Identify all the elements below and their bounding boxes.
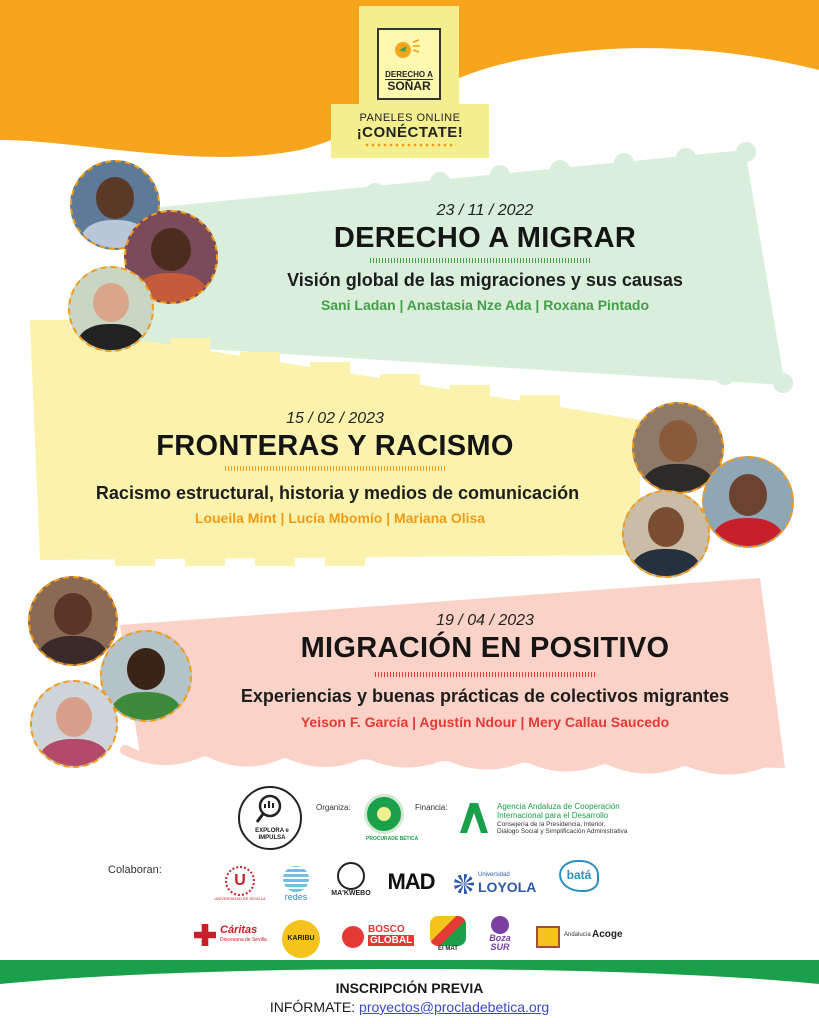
section2-subtitle: Racismo estructural, historia y medios de comunicación bbox=[95, 483, 580, 503]
bata-logo: batá bbox=[554, 860, 604, 912]
avatar-mariana-olisa bbox=[622, 490, 710, 578]
explora-label: EXPLORA e IMPULSA bbox=[255, 828, 289, 841]
avatar-yeison-garcia bbox=[28, 576, 118, 666]
universidad-loyola-logo: Universidad LOYOLA bbox=[452, 872, 542, 900]
section3-date: 19 / 04 / 2023 bbox=[436, 612, 534, 629]
section2-title: FRONTERAS Y RACISMO bbox=[156, 430, 514, 462]
financia-line3: Consejería de la Presidencia, Interior, bbox=[497, 821, 606, 828]
universidad-sevilla-logo: U UNIVERSIDAD DE SEVILLA bbox=[212, 866, 268, 906]
section2-divider bbox=[225, 466, 445, 471]
avatar-roxana-pintado bbox=[68, 266, 154, 352]
section2-date: 15 / 02 / 2023 bbox=[286, 410, 384, 427]
boza-sur-logo: Boza SUR bbox=[482, 916, 518, 960]
mad-africa-logo: MAD bbox=[387, 869, 435, 894]
section3-subtitle: Experiencias y buenas prácticas de colectivos migrantes bbox=[240, 686, 730, 706]
procurade-betica-logo bbox=[364, 794, 404, 834]
section3-title: MIGRACIÓN EN POSITIVO bbox=[300, 632, 670, 664]
section3-divider bbox=[375, 672, 595, 677]
colaboran-label: Colaboran: bbox=[108, 864, 162, 876]
financia-line2: Internacional para el Desarrollo bbox=[497, 811, 609, 820]
logo-line1: DERECHO A bbox=[385, 70, 433, 79]
makwebo-logo: MA'KWEBO bbox=[328, 862, 374, 908]
magnifier-icon bbox=[254, 794, 286, 824]
informate-label: INFÓRMATE: bbox=[269, 999, 356, 1015]
section1-subtitle: Visión global de las migraciones y sus causas bbox=[287, 270, 683, 290]
logo-line2: SOÑAR bbox=[385, 79, 433, 93]
redes-logo: redes bbox=[276, 866, 316, 908]
panel-line2: ¡CONÉCTATE! bbox=[356, 124, 464, 141]
section1-divider bbox=[370, 258, 590, 263]
informate-line bbox=[0, 999, 819, 1015]
avatar-lucia-mbomio bbox=[702, 456, 794, 548]
andalucia-acoge-logo: Andalucía Acoge bbox=[534, 926, 626, 950]
section3-speakers: Yeison F. García | Agustín Ndour | Mery Callau Saucedo bbox=[300, 714, 670, 730]
el-mat-logo: El MAT bbox=[428, 916, 468, 960]
inscripcion-previa: INSCRIPCIÓN PREVIA bbox=[335, 980, 484, 996]
caritas-logo: Cáritas Diocesana de Sevilla bbox=[194, 922, 274, 950]
section1-date: 23 / 11 / 2022 bbox=[436, 202, 534, 219]
section1-title: DERECHO A MIGRAR bbox=[333, 222, 637, 254]
explora-impulsa-logo bbox=[238, 786, 302, 850]
financia-label: Financia: bbox=[415, 803, 448, 812]
financia-line1: Agencia Andaluza de Cooperación bbox=[497, 802, 620, 811]
bosco-global-logo: BOSCO GLOBAL bbox=[340, 924, 416, 952]
panel-line1: PANELES ONLINE bbox=[359, 112, 461, 124]
organiza-label: Organiza: bbox=[316, 803, 351, 812]
karibu-logo: KARIBU bbox=[282, 920, 322, 960]
procurade-label: PROCURADE BÉTICA bbox=[366, 836, 419, 842]
section1-speakers: Sani Ladan | Anastasia Nze Ada | Roxana Pintado bbox=[320, 297, 650, 313]
section2-speakers: Loueila Mint | Lucía Mbomío | Mariana Olisa bbox=[194, 510, 486, 526]
avatar-mery-callau-saucedo bbox=[30, 680, 118, 768]
junta-andalucia-icon bbox=[456, 803, 492, 833]
financia-line4: Diálogo Social y Simplificación Administrativa bbox=[497, 828, 628, 835]
contact-email-link[interactable]: proyectos@procladebetica.org bbox=[359, 999, 550, 1015]
